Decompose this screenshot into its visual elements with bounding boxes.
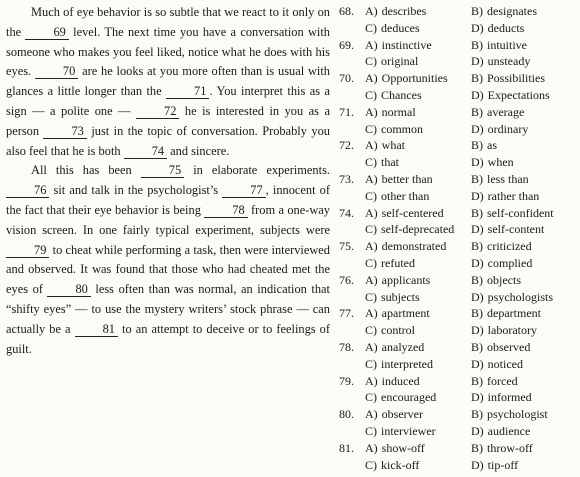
- option-letter: B): [471, 440, 483, 455]
- option-letter: A): [365, 138, 378, 153]
- option-text: self-content: [487, 222, 545, 237]
- answer-option: [361, 255, 469, 272]
- answer-option: [469, 221, 577, 238]
- question-80: [339, 406, 577, 440]
- answer-option: [361, 154, 469, 171]
- option-text: describes: [381, 4, 427, 18]
- option-letter: D): [471, 356, 484, 371]
- option-text: show-off: [381, 440, 425, 455]
- question-number: 74.: [339, 205, 354, 220]
- option-letter: C): [365, 390, 377, 405]
- answer-option: [361, 272, 469, 289]
- blank-73: 73: [43, 124, 86, 139]
- question-71: [339, 104, 577, 138]
- blank-72: 72: [136, 104, 179, 119]
- option-text: complied: [487, 255, 533, 270]
- answer-option: [469, 322, 577, 339]
- option-letter: B): [471, 272, 483, 287]
- answer-option: [469, 37, 577, 54]
- option-letter: A): [365, 440, 378, 455]
- option-text: encouraged: [381, 390, 437, 405]
- blank-78: 78: [204, 203, 247, 218]
- option-text: induced: [381, 373, 420, 388]
- option-letter: A): [365, 171, 378, 186]
- option-text: rather than: [487, 188, 540, 203]
- answer-option: [361, 373, 469, 390]
- option-text: tip-off: [487, 457, 519, 472]
- answer-option: [469, 70, 577, 87]
- option-letter: D): [471, 423, 484, 438]
- option-text: psychologist: [487, 407, 548, 422]
- cloze-passage: [6, 3, 330, 359]
- answer-option: [361, 188, 469, 205]
- blank-80: 80: [47, 282, 90, 297]
- answer-option: [469, 171, 577, 188]
- blank-69: 69: [25, 25, 68, 40]
- option-text: audience: [487, 423, 531, 438]
- answer-option: [361, 322, 469, 339]
- passage-text: just in the topic of conversation. Probably you also feel that he is both: [6, 123, 330, 158]
- answer-option: [469, 255, 577, 272]
- option-letter: D): [471, 188, 484, 203]
- question-number: 78.: [339, 339, 354, 354]
- option-text: psychologists: [487, 289, 554, 304]
- question-number: 77.: [339, 306, 354, 321]
- option-text: self-centered: [381, 205, 444, 220]
- option-text: self-deprecated: [381, 222, 455, 237]
- option-text: department: [487, 306, 541, 321]
- option-text: kick-off: [381, 457, 420, 472]
- question-69: [339, 37, 577, 71]
- option-text: deduces: [381, 20, 420, 35]
- option-text: interviewer: [381, 423, 436, 438]
- blank-71: 71: [166, 84, 209, 99]
- blank-75: 75: [141, 163, 184, 178]
- question-72: [339, 137, 577, 171]
- answer-option: [361, 121, 469, 138]
- option-letter: D): [471, 390, 484, 405]
- question-number: 72.: [339, 138, 354, 153]
- option-text: as: [487, 138, 497, 153]
- option-letter: C): [365, 457, 377, 472]
- answer-option: [469, 53, 577, 70]
- passage-paragraph-1: [6, 3, 330, 161]
- answer-option: [361, 3, 469, 20]
- passage-text: to cheat while performing a task, then were interviewed and observed. It was found that those who had cheated met the eyes of: [6, 242, 330, 297]
- answer-option: [469, 121, 577, 138]
- passage-text: and sincere.: [167, 143, 230, 158]
- passage-text: less often than was normal, an indication that “shifty eyes” — to use the mystery writers’ stock phrase — can actually be a: [6, 282, 330, 336]
- option-letter: D): [471, 222, 484, 237]
- option-letter: B): [471, 373, 483, 388]
- answer-option: [469, 137, 577, 154]
- answer-option: [361, 356, 469, 373]
- option-letter: C): [365, 155, 377, 170]
- answer-option: [469, 423, 577, 440]
- question-number: 68.: [339, 4, 354, 18]
- option-letter: B): [471, 407, 483, 422]
- question-79: [339, 373, 577, 407]
- option-letter: D): [471, 121, 484, 136]
- answer-option: [469, 305, 577, 322]
- option-letter: D): [471, 457, 484, 472]
- option-letter: C): [365, 323, 377, 338]
- answer-option: [469, 188, 577, 205]
- answer-options: [339, 3, 577, 473]
- blank-81: 81: [75, 322, 118, 337]
- option-letter: D): [471, 255, 484, 270]
- answer-option: [361, 70, 469, 87]
- answer-option: [361, 440, 469, 457]
- option-letter: B): [471, 138, 483, 153]
- option-text: normal: [381, 104, 416, 119]
- question-77: [339, 305, 577, 339]
- passage-text: to an attempt to deceive or to feelings of guilt.: [6, 321, 330, 356]
- option-text: apartment: [381, 306, 430, 321]
- answer-option: [469, 205, 577, 222]
- answer-option: [361, 289, 469, 306]
- option-text: laboratory: [487, 323, 537, 338]
- question-number: 70.: [339, 71, 354, 86]
- option-letter: D): [471, 289, 484, 304]
- answer-option: [361, 423, 469, 440]
- passage-paragraph-2: [6, 161, 330, 359]
- question-68: [339, 3, 577, 37]
- answer-option: [361, 87, 469, 104]
- option-letter: D): [471, 87, 484, 102]
- option-text: Opportunities: [381, 71, 448, 86]
- option-letter: D): [471, 155, 484, 170]
- option-letter: B): [471, 205, 483, 220]
- option-letter: C): [365, 188, 377, 203]
- answer-option: [469, 272, 577, 289]
- question-81: [339, 440, 577, 474]
- blank-76: 76: [6, 183, 49, 198]
- passage-text: All this has been: [31, 163, 141, 178]
- option-text: instinctive: [381, 37, 432, 52]
- question-75: [339, 238, 577, 272]
- passage-text: sit and talk in the psychologist’s: [49, 183, 223, 198]
- answer-option: [469, 154, 577, 171]
- option-letter: C): [365, 20, 377, 35]
- option-letter: A): [365, 272, 378, 287]
- option-letter: C): [365, 423, 377, 438]
- option-text: interpreted: [381, 356, 433, 371]
- option-letter: A): [365, 373, 378, 388]
- option-text: objects: [487, 272, 521, 287]
- option-text: original: [381, 54, 419, 69]
- question-number: 76.: [339, 272, 354, 287]
- answer-option: [469, 389, 577, 406]
- option-text: that: [381, 155, 399, 170]
- question-73: [339, 171, 577, 205]
- answer-option: [469, 440, 577, 457]
- answer-option: [361, 389, 469, 406]
- option-letter: B): [471, 339, 483, 354]
- question-number: 75.: [339, 239, 354, 254]
- answer-option: [469, 457, 577, 474]
- option-text: control: [381, 323, 415, 338]
- question-number: 81.: [339, 440, 354, 455]
- option-text: analyzed: [381, 339, 425, 354]
- option-letter: B): [471, 71, 483, 86]
- answer-option: [469, 356, 577, 373]
- blank-79: 79: [6, 243, 49, 258]
- passage-text: . You interpret this as a sign — a polite one —: [6, 84, 330, 118]
- answer-option: [361, 305, 469, 322]
- answer-option: [361, 457, 469, 474]
- option-text: other than: [381, 188, 430, 203]
- option-text: refuted: [381, 255, 415, 270]
- option-letter: B): [471, 239, 483, 254]
- option-letter: D): [471, 323, 484, 338]
- answer-option: [469, 339, 577, 356]
- option-text: intuitive: [487, 37, 527, 52]
- option-text: applicants: [381, 272, 431, 287]
- option-letter: C): [365, 121, 377, 136]
- option-letter: A): [365, 239, 378, 254]
- option-text: throw-off: [487, 440, 533, 455]
- option-text: designates: [487, 4, 537, 18]
- question-78: [339, 339, 577, 373]
- question-number: 69.: [339, 37, 354, 52]
- answer-option: [469, 87, 577, 104]
- answer-option: [469, 406, 577, 423]
- option-letter: D): [471, 20, 484, 35]
- option-letter: B): [471, 4, 483, 18]
- passage-text: , innocent of the fact that their eye behavior is being: [6, 183, 331, 217]
- option-letter: D): [471, 54, 484, 69]
- option-letter: B): [471, 306, 483, 321]
- option-text: unsteady: [487, 54, 531, 69]
- answer-option: [361, 238, 469, 255]
- option-text: observer: [381, 407, 423, 422]
- passage-text: he is interested in you as a person: [6, 103, 330, 138]
- option-text: what: [381, 138, 405, 153]
- answer-option: [361, 205, 469, 222]
- question-number: 79.: [339, 373, 354, 388]
- option-letter: C): [365, 356, 377, 371]
- passage-text: level. The next time you have a conversation with someone who makes you feel liked, notice what he does with his eyes.: [6, 24, 330, 79]
- option-letter: A): [365, 205, 378, 220]
- passage-text: Much of eye behavior is so subtle that we react to it only on the: [6, 5, 330, 39]
- option-text: Expectations: [487, 87, 550, 102]
- question-76: [339, 272, 577, 306]
- option-letter: B): [471, 37, 483, 52]
- option-letter: A): [365, 104, 378, 119]
- question-number: 71.: [339, 104, 354, 119]
- answer-option: [469, 20, 577, 37]
- option-letter: A): [365, 37, 378, 52]
- answer-option: [469, 238, 577, 255]
- answer-option: [361, 37, 469, 54]
- option-letter: C): [365, 222, 377, 237]
- answer-option: [361, 137, 469, 154]
- passage-text: are he looks at you more often than is usual with glances a little longer than the: [6, 64, 330, 99]
- question-70: [339, 70, 577, 104]
- answer-option: [469, 289, 577, 306]
- option-text: noticed: [487, 356, 523, 371]
- option-text: Chances: [381, 87, 422, 102]
- answer-option: [361, 104, 469, 121]
- option-letter: B): [471, 171, 483, 186]
- option-letter: C): [365, 255, 377, 270]
- option-text: better than: [381, 171, 433, 186]
- option-text: less than: [487, 171, 529, 186]
- option-letter: C): [365, 87, 377, 102]
- option-text: demonstrated: [381, 239, 447, 254]
- answer-option: [469, 104, 577, 121]
- option-text: forced: [487, 373, 518, 388]
- option-text: informed: [487, 390, 532, 405]
- answer-option: [361, 406, 469, 423]
- blank-74: 74: [124, 144, 167, 159]
- question-number: 73.: [339, 171, 354, 186]
- option-text: deducts: [487, 20, 525, 35]
- option-text: Possibilities: [487, 71, 546, 86]
- question-74: [339, 205, 577, 239]
- option-letter: C): [365, 54, 377, 69]
- answer-option: [469, 373, 577, 390]
- passage-text: in elaborate experiments.: [184, 163, 330, 178]
- option-text: average: [487, 104, 525, 119]
- option-letter: A): [365, 306, 378, 321]
- option-text: subjects: [381, 289, 420, 304]
- answer-option: [361, 20, 469, 37]
- option-letter: A): [365, 339, 378, 354]
- option-text: common: [381, 121, 423, 136]
- question-number: 80.: [339, 407, 354, 422]
- option-letter: B): [471, 104, 483, 119]
- answer-option: [361, 53, 469, 70]
- option-letter: A): [365, 4, 378, 18]
- option-text: observed: [487, 339, 531, 354]
- option-letter: C): [365, 289, 377, 304]
- option-text: self-confident: [487, 205, 554, 220]
- option-letter: A): [365, 407, 378, 422]
- option-text: criticized: [487, 239, 532, 254]
- blank-70: 70: [35, 64, 78, 79]
- answer-option: [361, 221, 469, 238]
- answer-option: [361, 171, 469, 188]
- passage-text: from a one-way vision screen. In one fairly typical experiment, subjects were: [6, 202, 330, 237]
- option-text: when: [487, 155, 514, 170]
- option-text: ordinary: [487, 121, 529, 136]
- blank-77: 77: [222, 183, 265, 198]
- option-letter: A): [365, 71, 378, 86]
- answer-option: [361, 339, 469, 356]
- answer-option: [469, 3, 577, 20]
